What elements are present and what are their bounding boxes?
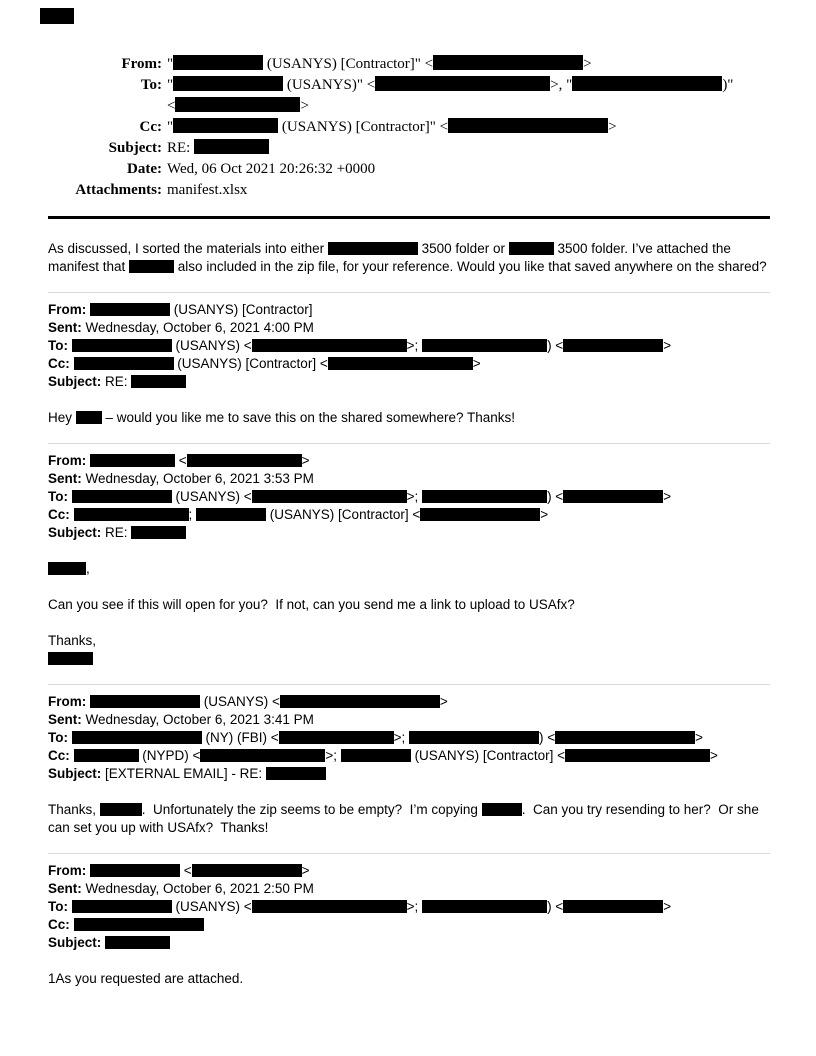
message-paragraph — [48, 560, 770, 578]
header-separator-rule — [48, 216, 770, 219]
quoted-field-to: To: (USANYS) < >; ) < > — [48, 489, 672, 504]
field-label: Subject: — [48, 374, 102, 389]
quoted-field-cc — [48, 916, 770, 934]
message-line — [48, 650, 770, 668]
redaction-box — [74, 357, 174, 370]
redaction-box — [173, 118, 278, 133]
message-paragraph — [48, 970, 770, 988]
redaction-box — [76, 411, 102, 424]
section-divider — [48, 292, 770, 293]
redaction-box — [563, 490, 663, 503]
redaction-box — [252, 339, 407, 352]
quoted-field-to: To: (NY) (FBI) < >; ) < > — [48, 730, 704, 745]
redaction-box — [433, 55, 583, 70]
redaction-box — [565, 749, 710, 762]
field-label: Cc: — [139, 119, 162, 135]
section-divider — [48, 684, 770, 685]
message-paragraph — [48, 409, 770, 427]
redaction-box — [328, 357, 473, 370]
field-value-line: " (USANYS)" < >, " )" — [167, 77, 734, 93]
field-label: To: — [48, 899, 68, 914]
quoted-field-to: To: (USANYS) < >; ) < > — [48, 338, 672, 353]
message-paragraph — [48, 596, 770, 614]
quoted-field-sent: Sent: Wednesday, October 6, 2021 4:00 PM — [48, 320, 314, 335]
quoted-email-4 — [48, 862, 770, 988]
field-label: Sent: — [48, 320, 82, 335]
redaction-box — [72, 339, 172, 352]
redaction-box — [572, 76, 722, 91]
redaction-box — [409, 731, 539, 744]
quoted-field-sent: Sent: Wednesday, October 6, 2021 3:41 PM — [48, 712, 314, 727]
redaction-box — [563, 900, 663, 913]
field-value-line: RE: — [167, 138, 269, 159]
redaction-box — [341, 749, 411, 762]
redaction-box — [252, 900, 407, 913]
field-label: From: — [48, 694, 87, 709]
message-line: Thanks, — [48, 633, 97, 648]
redaction-box — [280, 695, 440, 708]
quoted-field-sent: Sent: Wednesday, October 6, 2021 3:53 PM — [48, 471, 314, 486]
header-row-attachments — [48, 180, 770, 201]
redaction-box — [266, 767, 326, 780]
redaction-box — [422, 339, 547, 352]
field-value — [167, 75, 733, 117]
quoted-email-header — [48, 862, 770, 952]
redaction-box — [48, 652, 93, 665]
header-row-date — [48, 159, 770, 180]
redaction-box — [90, 303, 170, 316]
message-line: , — [48, 560, 770, 578]
redaction-box — [129, 260, 174, 273]
quoted-field-to: To: (USANYS) < >; ) < > — [48, 899, 672, 914]
redaction-box — [72, 900, 172, 913]
redaction-box — [90, 695, 200, 708]
quoted-field-from: From: (USANYS) [Contractor] — [48, 302, 313, 317]
field-label: Cc: — [48, 917, 70, 932]
quoted-email-body — [48, 970, 770, 988]
quoted-field-from: From: (USANYS) < > — [48, 694, 448, 709]
latest-message-body — [48, 240, 770, 276]
redaction-box — [175, 97, 300, 112]
page-marker-redaction-box — [40, 8, 74, 24]
field-value — [167, 159, 375, 180]
field-label: Cc: — [48, 356, 70, 371]
message-line: 1As you requested are attached. — [48, 971, 244, 986]
message-line: Thanks, . Unfortunately the zip seems to be empty? I’m copying . Can you try resending to her? Or she can set you up with USAfx? Thanks! — [48, 802, 763, 835]
field-value — [167, 180, 247, 201]
field-label: Date: — [127, 161, 162, 177]
email-header — [48, 54, 770, 201]
message-paragraph — [48, 240, 770, 276]
header-row-to — [48, 75, 770, 117]
redaction-box — [509, 242, 554, 255]
quoted-email-header — [48, 301, 770, 391]
field-value — [167, 117, 617, 138]
quoted-field-subject: Subject: RE: — [48, 373, 770, 391]
redaction-box — [555, 731, 695, 744]
field-value — [167, 54, 592, 75]
message-line: Hey – would you like me to save this on the shared somewhere? Thanks! — [48, 410, 515, 425]
field-label: Cc: — [48, 748, 70, 763]
message-paragraph — [48, 801, 770, 837]
field-label: Subject: — [48, 766, 102, 781]
redaction-box — [420, 508, 540, 521]
quoted-email-thread — [48, 292, 770, 988]
redaction-box — [448, 118, 608, 133]
quoted-email-2 — [48, 452, 770, 668]
field-label: Subject: — [48, 935, 102, 950]
quoted-field-sent: Sent: Wednesday, October 6, 2021 2:50 PM — [48, 881, 314, 896]
field-value-line: manifest.xlsx — [167, 182, 248, 198]
field-value-line: Wed, 06 Oct 2021 20:26:32 +0000 — [167, 161, 376, 177]
field-value-line: < > — [167, 98, 309, 114]
redaction-box — [131, 375, 186, 388]
redaction-box — [173, 55, 263, 70]
field-label: Sent: — [48, 471, 82, 486]
quoted-field-cc: Cc: ; (USANYS) [Contractor] < > — [48, 507, 549, 522]
redaction-box — [187, 454, 302, 467]
redaction-box — [74, 918, 204, 931]
field-label: Sent: — [48, 712, 82, 727]
field-label: To: — [48, 489, 68, 504]
field-label: To: — [48, 338, 68, 353]
redaction-box — [74, 749, 139, 762]
quoted-email-body — [48, 409, 770, 427]
message-paragraph — [48, 632, 770, 668]
field-label: To: — [140, 77, 162, 93]
quoted-email-header — [48, 693, 770, 783]
redaction-box — [131, 526, 186, 539]
quoted-email-body — [48, 801, 770, 837]
field-label: From: — [48, 302, 87, 317]
field-label: From: — [121, 56, 162, 72]
redaction-box — [200, 749, 325, 762]
field-label: From: — [48, 453, 87, 468]
redaction-box — [422, 490, 547, 503]
field-label: Subject: — [108, 140, 162, 156]
redaction-box — [422, 900, 547, 913]
redaction-box — [194, 139, 269, 154]
message-line: As discussed, I sorted the materials into either 3500 folder or 3500 folder. I’ve attached the manifest that also included in the zip file, for your reference. Would you like that saved anywhere on the shared? — [48, 241, 767, 274]
field-label: Sent: — [48, 881, 82, 896]
section-divider — [48, 443, 770, 444]
field-label: Subject: — [48, 525, 102, 540]
quoted-field-subject: Subject: RE: — [48, 524, 770, 542]
field-label: To: — [48, 730, 68, 745]
redaction-box — [90, 454, 175, 467]
quoted-field-from: From: < > — [48, 863, 310, 878]
quoted-email-header — [48, 452, 770, 542]
header-row-cc — [48, 117, 770, 138]
section-divider — [48, 853, 770, 854]
redaction-box — [482, 803, 522, 816]
quoted-field-subject — [48, 934, 770, 952]
redaction-box — [563, 339, 663, 352]
field-label: Cc: — [48, 507, 70, 522]
quoted-field-from: From: < > — [48, 453, 310, 468]
redaction-box — [252, 490, 407, 503]
field-value-line: " (USANYS) [Contractor]" < > — [167, 56, 592, 72]
redaction-box — [72, 490, 172, 503]
redaction-box — [105, 936, 170, 949]
header-row-from — [48, 54, 770, 75]
quoted-field-cc: Cc: (NYPD) < >; (USANYS) [Contractor] < > — [48, 748, 718, 763]
quoted-field-cc: Cc: (USANYS) [Contractor] < > — [48, 356, 481, 371]
redaction-box — [173, 76, 283, 91]
redaction-box — [90, 864, 180, 877]
field-value-line: " (USANYS) [Contractor]" < > — [167, 119, 617, 135]
header-row-subject — [48, 138, 770, 159]
field-label: From: — [48, 863, 87, 878]
redaction-box — [100, 803, 142, 816]
redaction-box — [72, 731, 202, 744]
message-line: Can you see if this will open for you? If not, can you send me a link to upload to USAfx? — [48, 597, 575, 612]
redaction-box — [279, 731, 394, 744]
field-label: Attachments: — [75, 182, 162, 198]
quoted-email-3 — [48, 693, 770, 837]
field-value — [167, 138, 269, 159]
redaction-box — [192, 864, 302, 877]
quoted-email-body — [48, 560, 770, 668]
redaction-box — [48, 562, 86, 575]
redaction-box — [196, 508, 266, 521]
redaction-box — [328, 242, 418, 255]
redaction-box — [74, 508, 189, 521]
quoted-field-subject: Subject: [EXTERNAL EMAIL] - RE: — [48, 765, 770, 783]
redaction-box — [375, 76, 550, 91]
quoted-email-1 — [48, 301, 770, 427]
